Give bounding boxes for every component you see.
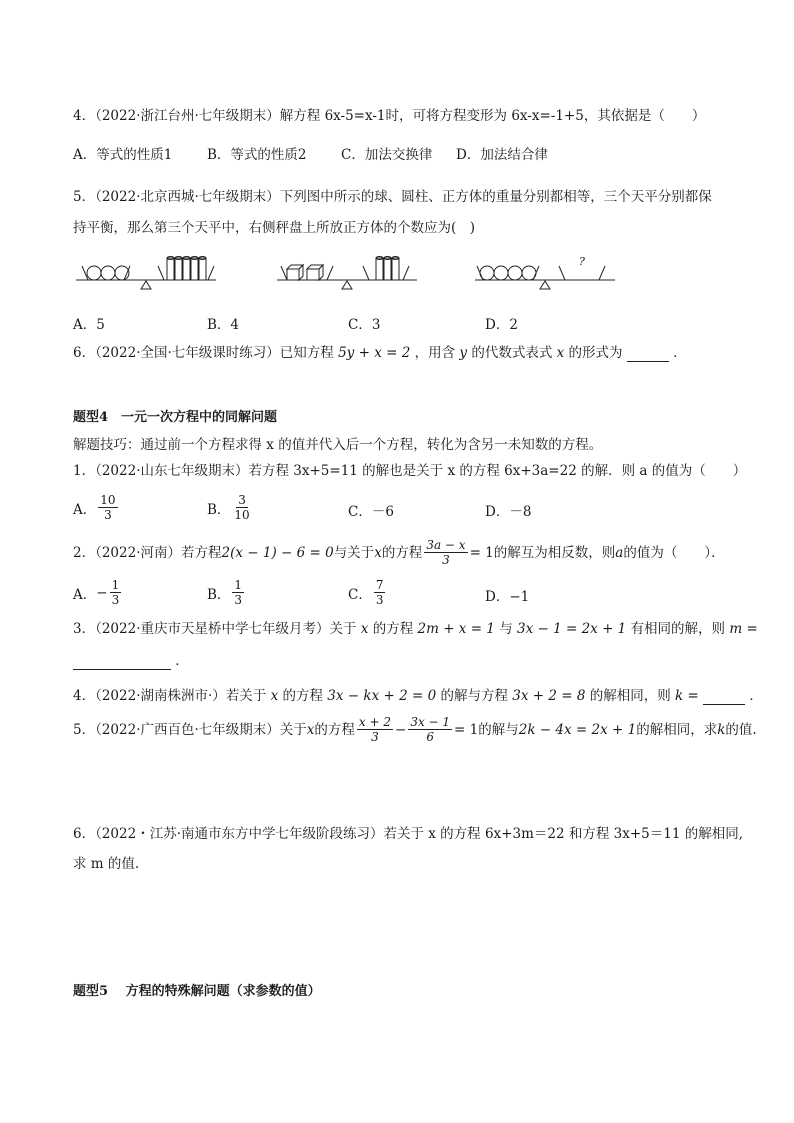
equation-1: 2(x − 1) − 6 = 0 xyxy=(221,544,334,561)
option-c: C．－6 xyxy=(348,504,394,520)
question-6b-stem-line1: 6．（2022・江苏·南通市东方中学七年级阶段练习）若关于 x 的方程 6x+3m＝22 和方程 3x+5＝11 的解相同, xyxy=(73,826,744,842)
equation-1: 2m + x = 1 xyxy=(417,621,495,637)
question-5-stem-line1: 5．（2022·北京西城·七年级期末）下列图中所示的球、圆柱、正方体的重量分别都相等，三个天平分别都保 xyxy=(73,189,712,205)
balance-figure-2 xyxy=(277,252,417,294)
answer-blank[interactable] xyxy=(703,688,745,705)
question-5b-stem: 5．（2022·广西百色·七年级期末）关于 x 的方程 $\frac{x + 2}{3}$ − $\frac{3x - 1}{6}$ = 1 的解与 2k − 4x = 2x + 1 的解相同，求 k 的值. xyxy=(73,715,757,744)
equation-2: 3x − 1 = 2x + 1 xyxy=(517,621,627,637)
question-6b-stem-line2: 求 m 的值. xyxy=(73,856,140,872)
question-2-stem: 2．（2022·河南）若方程 2(x − 1) − 6 = 0 与关于 x 的方程 $\frac{3a - x}{3}$ = 1 的解互为相反数，则 a 的值为（ ）． xyxy=(73,538,725,567)
question-2-options xyxy=(73,578,733,608)
option-d: D．－8 xyxy=(485,504,532,520)
question-1-stem: 1．（2022·山东七年级期末）若方程 3x+5=11 的解也是关于 x 的方程 6x+3a=22 的解．则 a 的值为（ ） xyxy=(73,463,747,479)
equation-2: 3x + 2 = 8 xyxy=(512,688,586,704)
equation-2: 2k − 4x = 2x + 1 xyxy=(518,721,637,738)
question-5-stem-line2: 持平衡，那么第三个天平中，右侧秤盘上所放正方体的个数应为( ) xyxy=(73,220,476,236)
option-b: B．等式的性质2 xyxy=(207,147,307,163)
question-mark: ? xyxy=(579,255,585,268)
question-3-stem: 3．（2022·重庆市天星桥中学七年级月考）关于 x 的方程 2m + x = 1 与 3x − 1 = 2x + 1 有相同的解，则 m = xyxy=(73,621,758,637)
option-a: A．等式的性质1 xyxy=(73,147,173,163)
option-d: D．−1 xyxy=(485,589,530,605)
option-c: C． $\frac{7}{3}$ xyxy=(348,578,384,607)
question-5-options xyxy=(73,313,733,343)
question-4b-stem: 4．（2022·湖南株洲市·）若关于 x 的方程 3x − kx + 2 = 0 的解与方程 3x + 2 = 8 的解相同，则 k = ． xyxy=(73,688,763,704)
option-d: D．2 xyxy=(485,317,518,333)
option-b: B． $\frac{1}{3}$ xyxy=(207,578,243,607)
balance-figure-3 xyxy=(475,252,615,294)
section-4-title: 题型4 一元一次方程中的同解问题 xyxy=(73,410,278,425)
answer-blank[interactable] xyxy=(73,653,171,670)
option-c: C．加法交换律 xyxy=(341,147,433,163)
option-a: A． $\frac{10}{3}$ xyxy=(73,493,116,522)
equation-1: 3x − kx + 2 = 0 xyxy=(327,688,437,704)
balance-figure-1 xyxy=(76,252,216,294)
option-d: D．加法结合律 xyxy=(456,147,548,163)
option-b: B．4 xyxy=(207,317,240,333)
question-4-stem: 4．（2022·浙江台州·七年级期末）解方程 6x-5=x-1时，可将方程变形为 6x-x=-1+5，其依据是（ ） xyxy=(73,108,706,124)
fraction-1: $\frac{x + 2}{3}$ xyxy=(358,715,391,744)
question-1-options xyxy=(73,493,733,523)
question-4-options xyxy=(73,143,733,173)
section-5-title: 题型5 方程的特殊解问题（求参数的值） xyxy=(73,984,321,999)
fraction-2: $\frac{3x - 1}{6}$ xyxy=(410,715,451,744)
question-6-stem: 6．（2022·全国·七年级课时练习）已知方程 5y + x = 2 ，用含 y 的代数式表式 x 的形式为 ． xyxy=(73,345,687,361)
option-a: A． − $\frac{1}{3}$ xyxy=(73,578,120,607)
option-b: B． $\frac{3}{10}$ xyxy=(207,493,250,522)
section-4-tip: 解题技巧：通过前一个方程求得 x 的值并代入后一个方程，转化为含另一未知数的方程。 xyxy=(73,437,603,453)
equation-2-fraction: $\frac{3a - x}{3}$ xyxy=(426,538,466,567)
question-3-answer-line: ． xyxy=(73,652,189,670)
answer-blank[interactable] xyxy=(627,345,669,362)
equation: 5y + x = 2 xyxy=(338,345,411,361)
option-a: A．5 xyxy=(73,317,105,333)
option-c: C．3 xyxy=(348,317,381,333)
